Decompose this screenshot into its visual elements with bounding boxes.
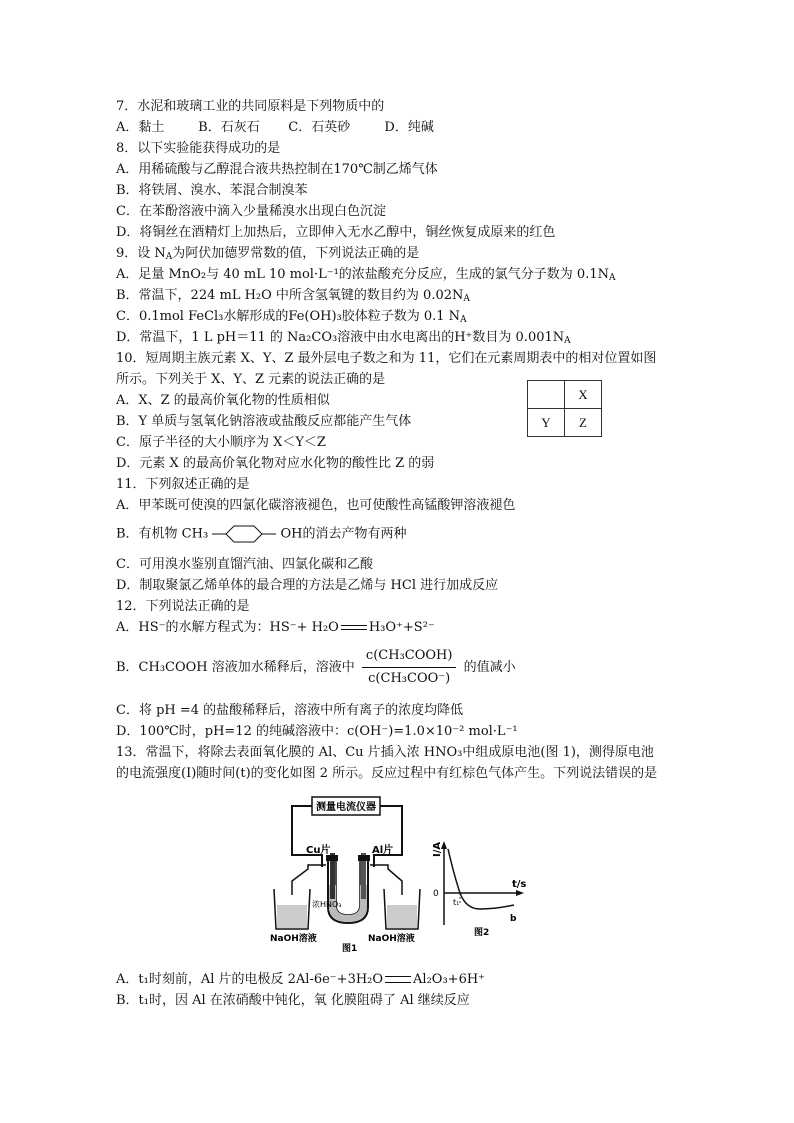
q13-stem-line2: 的电流强度(I)随时间(t)的变化如图 2 所示。反应过程中有红棕色气体产生。下列说法错误的是 (116, 766, 658, 781)
q9-option-d: D．常温下，1 L pH＝11 的 Na₂CO₃溶液中由水电离出的H⁺数目为 $0.001N_A$ (116, 330, 571, 346)
q10-option-a: A．X、Z 的最高价氧化物的性质相似 (116, 393, 330, 408)
q12-option-d: D．100℃时，pH=12 的纯碱溶液中：c(OH⁻)=1.0×10⁻² mol·L⁻¹ (116, 724, 518, 739)
fig2-label: 图2 (474, 928, 490, 938)
naoh-left-label: NaOH溶液 (270, 934, 317, 944)
q13-figure (268, 795, 530, 953)
q9-stem: 9．设 $N_A$为阿伏加德罗常数的值，下列说法正确的是 (116, 246, 420, 262)
y-axis-label: I/A (432, 841, 443, 857)
q7-option-c: C．石英砂 (288, 120, 351, 135)
q12-option-a: A．HS⁻的水解方程式为：HS⁻+ H₂O H₃O⁺+S²⁻ (116, 620, 435, 635)
q11-option-b: B．有机物 CH₃ OH的消去产物有两种 (116, 524, 406, 544)
q13-option-a: A．t₁时刻前，Al 片的电极反 2Al-6e⁻+3H₂O Al₂O₃+6H⁺ (116, 972, 486, 987)
cyclohexane-ring-icon (212, 524, 276, 544)
b-label: b (510, 914, 517, 924)
q7-option-b: B．石灰石 (198, 120, 260, 135)
concentration-ratio (362, 646, 457, 689)
equals-arrow-icon (385, 976, 411, 983)
pt-cell-empty (528, 381, 565, 409)
q9-option-c: C．0.1mol FeCl₃水解形成的Fe(OH)₃胶体粒子数为 0.1 $N_A$ (116, 309, 467, 325)
q7-stem: 7．水泥和玻璃工业的共同原料是下列物质中的 (116, 99, 385, 114)
t1-label: t₁ (453, 898, 460, 907)
q11-stem: 11．下列叙述正确的是 (116, 477, 250, 492)
pt-cell-z: Z (565, 409, 602, 437)
al-label: Al片 (372, 845, 394, 856)
ratio-numerator: c(CH₃COOH) (362, 646, 457, 668)
x-axis-label: t/s (512, 879, 527, 890)
q12-option-c: C．将 pH =4 的盐酸稀释后，溶液中所有离子的浓度均降低 (116, 703, 464, 718)
naoh-right-label: NaOH溶液 (368, 934, 415, 944)
meter-label: 测量电流仪器 (316, 802, 376, 813)
periodic-table-fragment (527, 380, 602, 437)
q7-options (116, 120, 434, 136)
equilibrium-arrow-icon (341, 625, 367, 631)
q12-stem: 12．下列说法正确的是 (116, 599, 250, 614)
q13-stem-line1: 13．常温下，将除去表面氧化膜的 Al、Cu 片插入浓 HNO₃中组成原电池(图 1)，测得原电池 (116, 745, 654, 760)
origin-label: 0 (433, 889, 439, 899)
q7-option-a: A．黏土 (116, 120, 165, 135)
q10-option-b: B．Y 单质与氢氧化钠溶液或盐酸反应都能产生气体 (116, 414, 412, 429)
q8-stem: 8．以下实验能获得成功的是 (116, 141, 281, 156)
q8-option-b: B．将铁屑、溴水、苯混合制溴苯 (116, 183, 308, 198)
q11-option-a: A．甲苯既可使溴的四氯化碳溶液褪色，也可使酸性高锰酸钾溶液褪色 (116, 498, 516, 513)
q10-option-d: D．元素 X 的最高价氧化物对应水化物的酸性比 Z 的弱 (116, 456, 435, 471)
q13-option-b: B．t₁时，因 Al 在浓硝酸中钝化，氧 化膜阻碍了 Al 继续反应 (116, 993, 470, 1008)
pt-cell-x: X (565, 381, 602, 409)
acid-label: 浓HNO₃ (312, 900, 342, 909)
ratio-denominator: c(CH₃COO⁻) (368, 671, 451, 686)
q10-option-c: C．原子半径的大小顺序为 X＜Y＜Z (116, 435, 326, 450)
q10-stem-line2: 所示。下列关于 X、Y、Z 元素的说法正确的是 (116, 372, 386, 387)
q7-option-d: D．纯碱 (384, 120, 434, 135)
fig1-label: 图1 (342, 944, 358, 953)
q11-option-d: D．制取聚氯乙烯单体的最合理的方法是乙烯与 HCl 进行加成反应 (116, 578, 499, 593)
q9-option-a: A．足量 MnO₂与 40 mL 10 mol·L⁻¹的浓盐酸充分反应，生成的氯气分子数为 $0.1N_A$ (116, 267, 616, 283)
q11-option-c: C．可用溴水鉴别直馏汽油、四氯化碳和乙酸 (116, 557, 373, 572)
q8-option-d: D．将铜丝在酒精灯上加热后，立即伸入无水乙醇中，铜丝恢复成原来的红色 (116, 225, 556, 240)
q12-option-b: B．CH₃COOH 溶液加水稀释后，溶液中 $\frac{\text{c(CH₃COOH)}}{\text{c(CH₃COO⁻)}}$ 的值减小 (116, 646, 516, 689)
pt-cell-y: Y (528, 409, 565, 437)
q8-option-a: A．用稀硫酸与乙醇混合液共热控制在170℃制乙烯气体 (116, 162, 438, 177)
q10-stem-line1: 10．短周期主族元素 X、Y、Z 最外层电子数之和为 11，它们在元素周期表中的相对位置如图 (116, 351, 657, 366)
cu-label: Cu片 (306, 845, 331, 856)
q8-option-c: C．在苯酚溶液中滴入少量稀溴水出现白色沉淀 (116, 204, 386, 219)
q9-option-b: B．常温下，224 mL H₂O 中所含氢氧键的数目约为 $0.02N_A$ (116, 288, 470, 304)
